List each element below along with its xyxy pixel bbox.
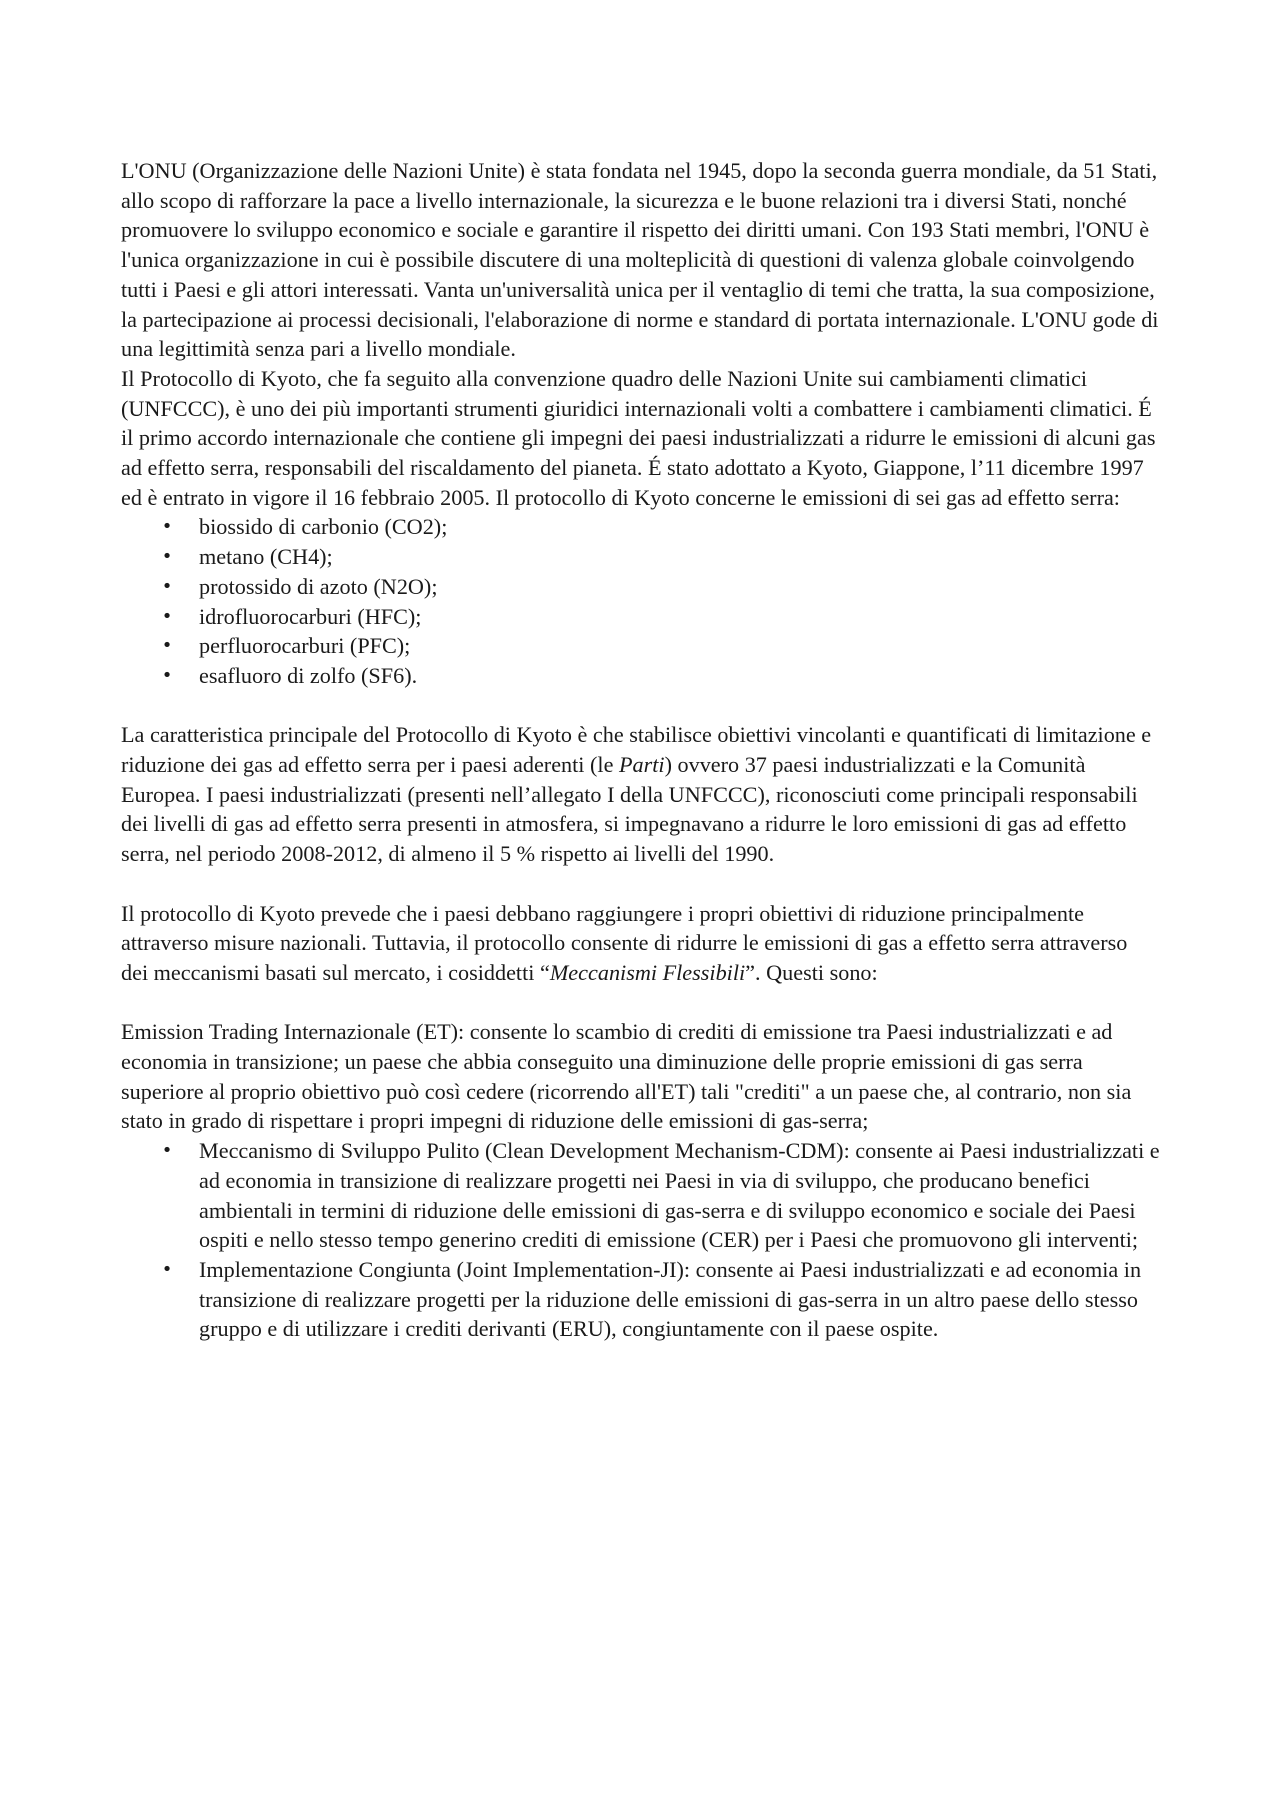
list-item-text: Meccanismo di Sviluppo Pulito (Clean Development Mechanism-CDM): consente ai Paesi industrializzati e ad economia in transizione di realizzare progetti nei Paesi in via di sviluppo, che producano benefici ambientali in termini di riduzione delle emissioni di gas-serra e di sviluppo economico e sociale dei Paesi ospiti e nello stesso tempo generino crediti di emissione (CER) per i Paesi che promuovono gli interventi; [199, 1138, 1160, 1253]
paragraph-onu: L'ONU (Organizzazione delle Nazioni Unite) è stata fondata nel 1945, dopo la seconda guerra mondiale, da 51 Stati, allo scopo di rafforzare la pace a livello internazionale, la sicurezza e le buone relazioni tra i diversi Stati, nonché promuovere lo sviluppo economico e sociale e garantire il rispetto dei diritti umani. Con 193 Stati membri, l'ONU è l'unica organizzazione in cui è possibile discutere di una molteplicità di questioni di valenza globale coinvolgendo tutti i Paesi e gli attori interessati. Vanta un'universalità unica per il ventaglio di temi che tratta, la sua composizione, la partecipazione ai processi decisionali, l'elaborazione di norme e standard di portata internazionale. L'ONU gode di una legittimità senza pari a livello mondiale. [121, 158, 1159, 362]
bullet-icon: • [161, 605, 173, 627]
list-item [121, 1255, 1160, 1344]
list-item [121, 661, 1160, 691]
greenhouse-gas-list [121, 512, 1160, 690]
bullet-icon: • [161, 1140, 173, 1162]
paragraph-flexible-mechanisms: Il protocollo di Kyoto prevede che i paesi debbano raggiungere i propri obiettivi di riduzione principalmente attraverso misure nazionali. Tuttavia, il protocollo consente di ridurre le emissioni di gas a effetto serra attraverso dei meccanismi basati sul mercato, i cosiddetti “Meccanismi Flessibili”. Questi sono: [121, 900, 1128, 985]
list-item [121, 542, 1160, 572]
list-item-text: biossido di carbonio (CO2); [199, 514, 448, 540]
italic-term-parti: Parti [618, 752, 665, 778]
paragraph-kyoto-protocol: Il Protocollo di Kyoto, che fa seguito alla convenzione quadro delle Nazioni Unite sui cambiamenti climatici (UNFCCC), è uno dei più importanti strumenti giuridici internazionali volti a combattere i cambiamenti climatici. É il primo accordo internazionale che contiene gli impegni dei paesi industrializzati a ridurre le emissioni di alcuni gas ad effetto serra, responsabili del riscaldamento del pianeta. É stato adottato a Kyoto, Giappone, l’11 dicembre 1997 ed è entrato in vigore il 16 febbraio 2005. Il protocollo di Kyoto concerne le emissioni di sei gas ad effetto serra: [121, 365, 1156, 510]
list-item-text: metano (CH4); [199, 544, 333, 570]
bullet-icon: • [161, 1258, 173, 1280]
bullet-icon: • [161, 516, 173, 538]
paragraph-main-feature: La caratteristica principale del Protocollo di Kyoto è che stabilisce obiettivi vincolanti e quantificati di limitazione e riduzione dei gas ad effetto serra per i paesi aderenti (le Parti) ovvero 37 paesi industrializzati e la Comunità Europea. I paesi industrializzati (presenti nell’allegato I della UNFCCC), riconosciuti come principali responsabili dei livelli di gas ad effetto serra presenti in atmosfera, si impegnavano a ridurre le loro emissioni di gas ad effetto serra, nel periodo 2008-2012, di almeno il 5 % rispetto ai livelli del 1990. [121, 722, 1152, 867]
bullet-icon: • [161, 546, 173, 568]
list-item [121, 512, 1160, 542]
list-item-text: esafluoro di zolfo (SF6). [199, 662, 418, 688]
list-item-text: idrofluorocarburi (HFC); [199, 603, 422, 629]
bullet-icon: • [161, 664, 173, 686]
bullet-icon: • [161, 575, 173, 597]
italic-term-meccanismi-flessibili: Meccanismi Flessibili [549, 959, 746, 985]
paragraph-emission-trading: Emission Trading Internazionale (ET): consente lo scambio di crediti di emissione tra Paesi industrializzati e ad economia in transizione; un paese che abbia conseguito una diminuzione delle proprie emissioni di gas serra superiore al proprio obiettivo può così cedere (ricorrendo all'ET) tali "crediti" a un paese che, al contrario, non sia stato in grado di rispettare i propri impegni di riduzione delle emissioni di gas-serra; [121, 1019, 1132, 1134]
mechanisms-list [121, 1136, 1160, 1344]
bullet-icon: • [161, 635, 173, 657]
list-item-text: Implementazione Congiunta (Joint Implementation-JI): consente ai Paesi industrializzati e ad economia in transizione di realizzare progetti per la riduzione delle emissioni di gas-serra in un altro paese dello stesso gruppo e di utilizzare i crediti derivanti (ERU), congiuntamente con il paese ospite. [199, 1256, 1142, 1342]
list-item [121, 572, 1160, 602]
list-item [121, 1136, 1160, 1255]
list-item [121, 631, 1160, 661]
list-item [121, 602, 1160, 632]
list-item-text: perfluorocarburi (PFC); [199, 633, 411, 659]
list-item-text: protossido di azoto (N2O); [199, 573, 438, 599]
